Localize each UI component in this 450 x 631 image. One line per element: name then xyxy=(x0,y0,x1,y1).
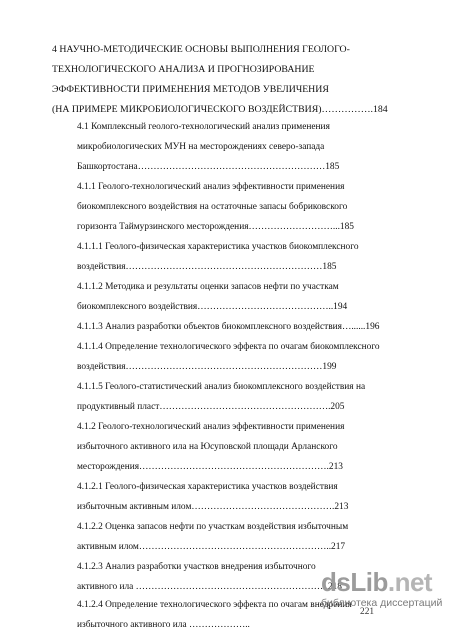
toc-line: продуктивный пласт……………………………………………….205 xyxy=(77,402,345,412)
toc-line: избыточного активного ила на Юсуповской площади Арланского xyxy=(77,442,338,452)
toc-line: избыточным активным илом……………………………………….213 xyxy=(77,502,349,512)
toc-line: биокомплексного воздействия на остаточные запасы бобриковского xyxy=(77,202,348,212)
watermark-brand: dsLib.net xyxy=(321,567,433,597)
toc-line: 4.1.1.2 Методика и результаты оценки запасов нефти по участкам xyxy=(77,282,339,292)
toc-line: ТЕХНОЛОГИЧЕСКОГО АНАЛИЗА И ПРОГНОЗИРОВАНИЕ xyxy=(52,64,315,75)
toc-line: (НА ПРИМЕРЕ МИКРОБИОЛОГИЧЕСКОГО ВОЗДЕЙСТВИЯ)…………….184 xyxy=(52,104,388,115)
toc-line: 4.1.2.3 Анализ разработки участков внедрения избыточного xyxy=(77,562,316,572)
toc-line: 4.1.1 Геолого-технологический анализ эффективности применения xyxy=(77,182,345,192)
toc-line: 4.1.1.3 Анализ разработки объектов биокомплексного воздействия…......196 xyxy=(77,322,380,332)
toc-line: 4.1 Комплексный геолого-технологический анализ применения xyxy=(77,122,330,132)
toc-line: 4.1.1.5 Геолого-статистический анализ биокомплексного воздействия на xyxy=(77,382,366,392)
toc-line: избыточного активного ила ……………….. xyxy=(77,620,250,630)
toc-line: месторождения…………………………………………………….213 xyxy=(77,462,343,472)
toc-line: 4.1.1.4 Определение технологического эффекта по очагам биокомплексного xyxy=(77,342,380,352)
toc-line: горизонта Таймурзинского месторождения………………………...185 xyxy=(77,222,354,232)
toc-line: воздействия………………………………………………………185 xyxy=(77,262,337,272)
toc-line: биокомплексного воздействия……………………………………..194 xyxy=(77,302,348,312)
toc-line: активного ила ……………………………………………………..218 xyxy=(77,582,342,592)
watermark-logo[interactable] xyxy=(321,568,446,612)
toc-line: 4.1.2.4 Определение технологического эффекта по очагам внедрения xyxy=(77,600,352,610)
toc-line: микробиологических МУН на месторождениях северо-запада xyxy=(77,142,325,152)
toc-line: 4.1.1.1 Геолого-физическая характеристика участков биокомплексного xyxy=(77,242,359,252)
toc-line: 4 НАУЧНО-МЕТОДИЧЕСКИЕ ОСНОВЫ ВЫПОЛНЕНИЯ ГЕОЛОГО- xyxy=(52,44,350,55)
cut-off-page-number: 221 xyxy=(360,607,375,617)
toc-line: Башкортостана……………………………………………………185 xyxy=(77,162,340,172)
watermark-caption: библиотека диссертаций xyxy=(321,597,443,609)
toc-line: 4.1.2.1 Геолого-физическая характеристика участков воздействия xyxy=(77,482,338,492)
toc-line: 4.1.2.2 Оценка запасов нефти по участкам воздействия избыточным xyxy=(77,522,349,532)
toc-line: 4.1.2 Геолого-технологический анализ эффективности применения xyxy=(77,422,345,432)
toc-line: ЭФФЕКТИВНОСТИ ПРИМЕНЕНИЯ МЕТОДОВ УВЕЛИЧЕНИЯ xyxy=(52,84,329,95)
toc-line: активным илом……………………………………………………..217 xyxy=(77,542,346,552)
toc-line: воздействия………………………………………………………199 xyxy=(77,362,337,372)
